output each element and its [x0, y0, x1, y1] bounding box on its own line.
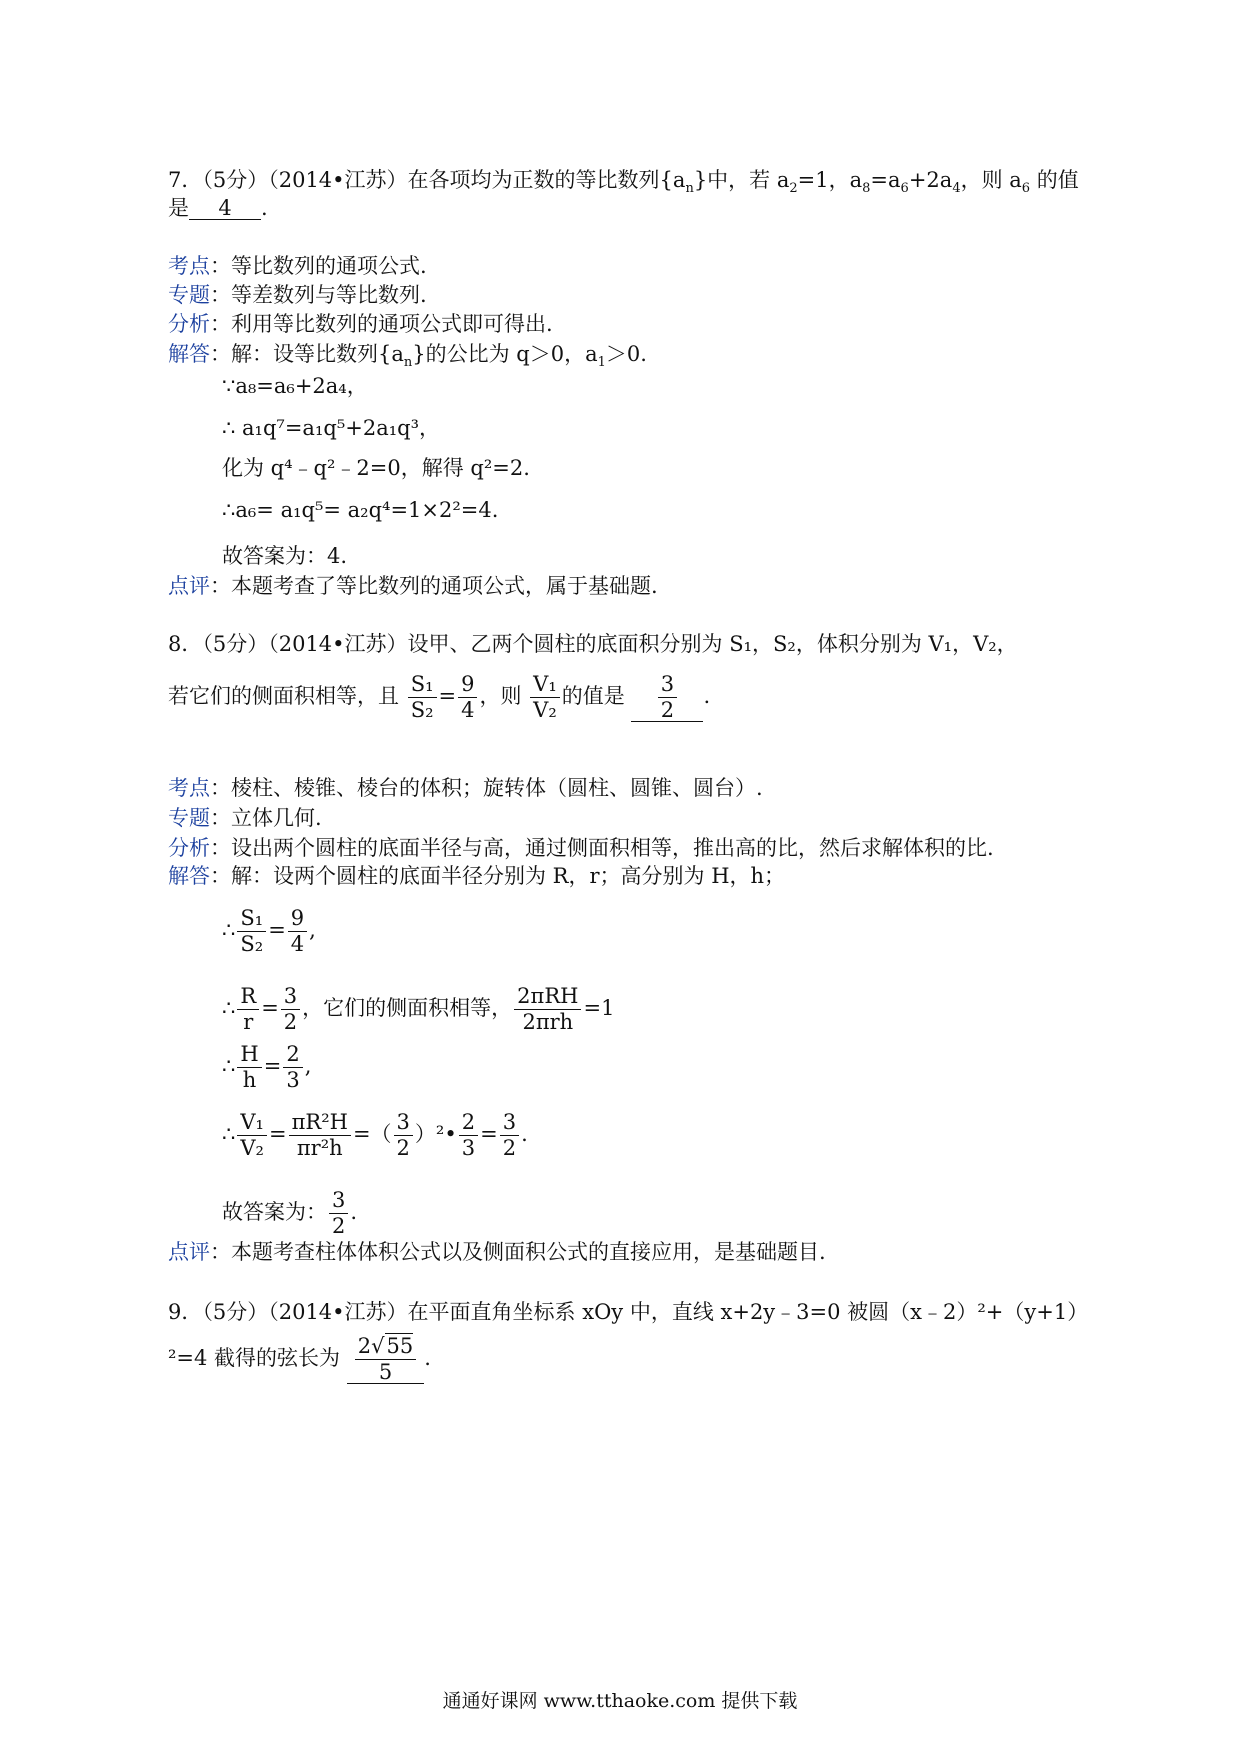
q7-answer-blank: 4 — [189, 198, 261, 220]
q8-step-h-ratio: ∴ $\frac{H}{h}$ = $\frac{2}{3}$ , — [222, 1042, 312, 1092]
q8-jieda: 解答：解：设两个圆柱的底面半径分别为 R，r；高分别为 H，h； — [168, 864, 786, 888]
q9-line2: ²=4 截得的弦长为 $\frac{2√55}{5}$ . — [168, 1334, 431, 1384]
q7-step4: ∴a₆= a₁q⁵= a₂q⁴=1×2²=4. — [222, 498, 499, 522]
q8-dianping: 点评：本题考查柱体体积公式以及侧面积公式的直接应用，是基础题目. — [168, 1240, 826, 1264]
q8-fenxi: 分析：设出两个圆柱的底面半径与高，通过侧面积相等，推出高的比，然后求解体积的比. — [168, 836, 994, 860]
q8-step-v-ratio: ∴ $\frac{\text{V₁}}{\text{V₂}}$ = $\frac{\text{πR²H}}{\text{πr²h}}$ =（ $\frac{3}{2}$ ）²• $\frac{2}{3}$ = $\frac{3}{2}$ . — [222, 1110, 528, 1160]
q8-header: 8．（5分）（2014•江苏）设甲、乙两个圆柱的底面积分别为 S₁，S₂，体积分别为 V₁，V₂， — [168, 632, 1018, 656]
q7-step3: 化为 q⁴﹣q²﹣2=0，解得 q²=2. — [222, 456, 530, 480]
s-ratio-fraction: $\frac{\text{S₁}}{\text{S₂}}$ — [408, 674, 437, 721]
q7-step1: ∵a₈=a₆+2a₄， — [222, 374, 368, 398]
q7-step5: 故答案为：4. — [222, 544, 348, 568]
q8-answer-blank: $\frac{3}{2}$ — [631, 674, 703, 722]
q8-step-s-ratio: ∴ $\frac{\text{S₁}}{\text{S₂}}$ = $\frac{9}{4}$ , — [222, 906, 316, 956]
q9-header: 9．（5分）（2014•江苏）在平面直角坐标系 xOy 中，直线 x+2y﹣3=0 被圆（x﹣2）²+（y+1） — [168, 1300, 1089, 1324]
q7-kaodian: 考点：等比数列的通项公式. — [168, 254, 427, 278]
q7-dianping: 点评：本题考查了等比数列的通项公式，属于基础题. — [168, 574, 658, 598]
q7-line2: 是 4 . — [168, 196, 268, 220]
q8-step-r-ratio: ∴ $\frac{R}{r}$ = $\frac{3}{2}$ ，它们的侧面积相等， $\frac{\text{2πRH}}{\text{2πrh}}$ =1 — [222, 984, 615, 1034]
q8-line2: 若它们的侧面积相等，且 $\frac{\text{S₁}}{\text{S₂}}$ = $\frac{9}{4}$ ，则 $\frac{\text{V₁}}{\text{V₂}}$ 的值是 $\frac{3}{2}$ . — [168, 672, 711, 722]
q9-answer-blank: $\frac{2√55}{5}$ — [347, 1336, 425, 1384]
q7-jieda: 解答：解：设等比数列$\{a_n\}$的公比为 q＞0，$a_1>0$. — [168, 342, 647, 371]
q7-header: 7．（5分）（2014•江苏）在各项均为正数的等比数列$\{a_n\}$中，若 $a_2=1$，$a_8=a_6+2a_4$，则 $a_6$ 的值 — [168, 168, 1079, 197]
v-ratio-fraction: $\frac{\text{V₁}}{\text{V₂}}$ — [530, 674, 560, 721]
q7-fenxi: 分析：利用等比数列的通项公式即可得出. — [168, 312, 553, 336]
q8-answer-line: 故答案为： $\frac{3}{2}$ . — [222, 1188, 358, 1238]
q7-zhuanti: 专题：等差数列与等比数列. — [168, 283, 427, 307]
q7-step2: ∴ a₁q⁷=a₁q⁵+2a₁q³， — [222, 416, 440, 440]
q8-zhuanti: 专题：立体几何. — [168, 806, 322, 830]
q8-kaodian: 考点：棱柱、棱锥、棱台的体积；旋转体（圆柱、圆锥、圆台）. — [168, 776, 763, 800]
page-footer: 通通好课网 www.tthaoke.com 提供下载 — [442, 1690, 798, 1712]
